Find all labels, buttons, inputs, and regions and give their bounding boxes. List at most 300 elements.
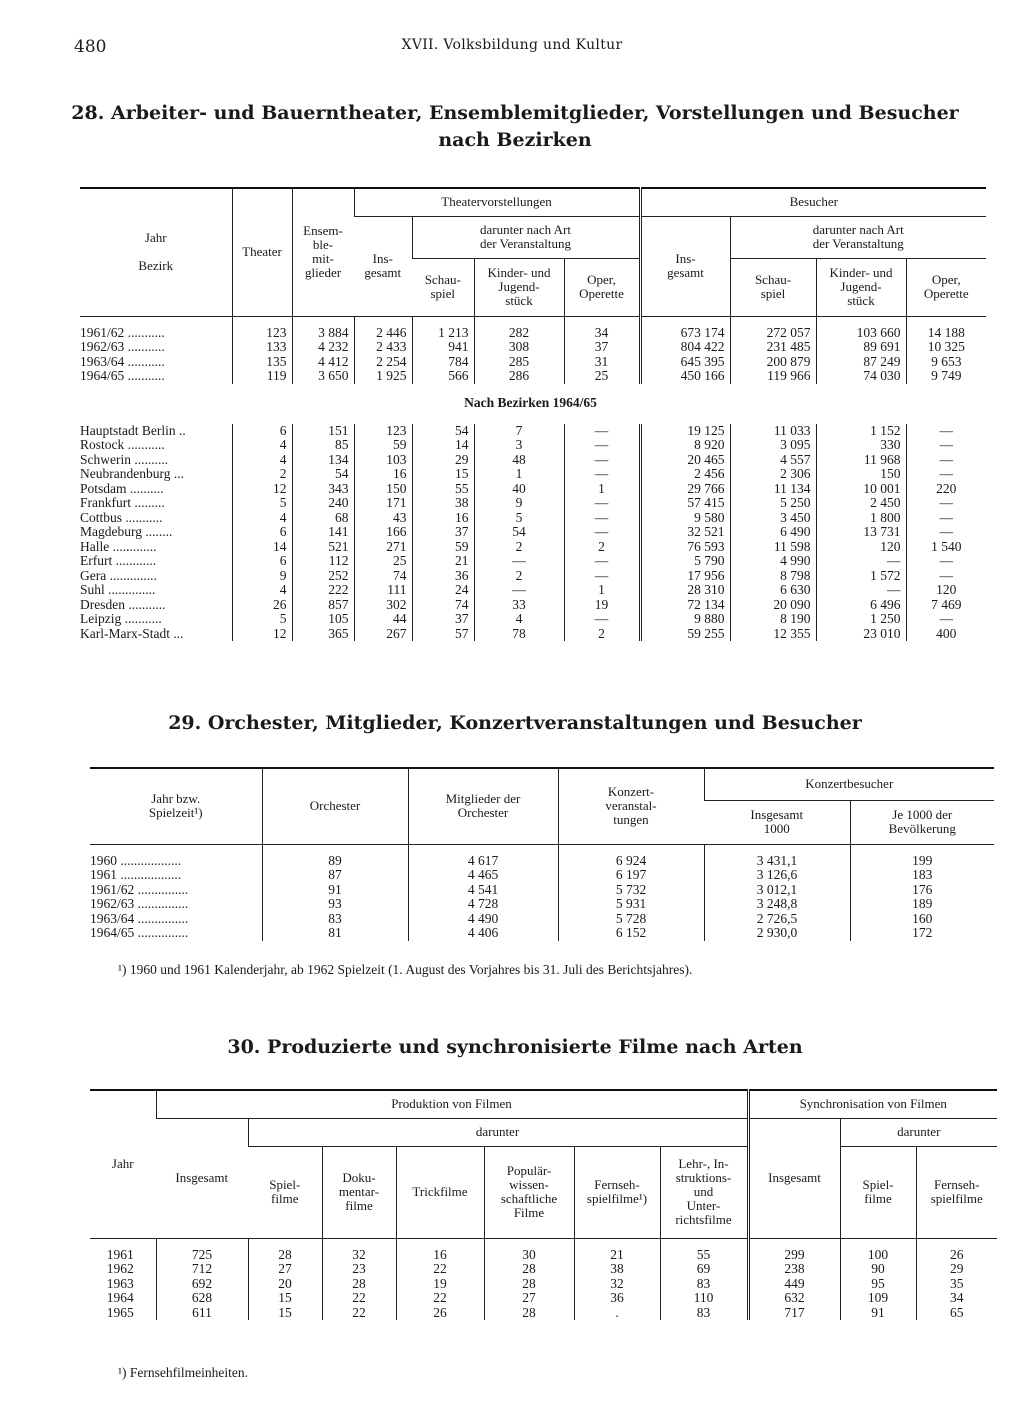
page-number: 480 <box>74 37 107 57</box>
table-cell: 22 <box>396 1262 484 1277</box>
table-cell: 5 <box>474 511 564 526</box>
table-cell: 171 <box>354 496 412 511</box>
table-29 <box>90 767 994 941</box>
table-cell: 632 <box>748 1291 840 1306</box>
table-cell: 3 450 <box>730 511 816 526</box>
table-cell: 26 <box>396 1306 484 1321</box>
table-30 <box>90 1089 997 1320</box>
table-cell: 123 <box>232 326 292 341</box>
table-cell: 28 <box>484 1306 574 1321</box>
row-label: 1964/65 ............... <box>90 925 189 940</box>
table-cell: 21 <box>574 1248 660 1263</box>
table-cell: 4 617 <box>408 854 558 869</box>
table-row <box>90 883 994 898</box>
table-row <box>80 482 986 497</box>
table-cell: 343 <box>292 482 354 497</box>
table-cell: 8 798 <box>730 569 816 584</box>
table-cell: — <box>906 525 986 540</box>
table-cell: 29 <box>916 1262 997 1277</box>
table-cell: 78 <box>474 627 564 642</box>
table-row <box>80 540 986 555</box>
table-cell: 83 <box>262 912 408 927</box>
col-header-trickfilme: Trickfilme <box>396 1146 484 1238</box>
table-cell: 20 <box>248 1277 322 1292</box>
col-header-konzertveranstaltungen: Konzert- veranstal- tungen <box>558 768 704 844</box>
table-row <box>80 598 986 613</box>
table-cell: 183 <box>850 868 994 883</box>
table-cell: 2 <box>564 540 640 555</box>
table-cell: 4 <box>232 583 292 598</box>
table-cell: 200 879 <box>730 355 816 370</box>
table-cell: 38 <box>412 496 474 511</box>
table-cell: 74 <box>354 569 412 584</box>
table-cell: 9 <box>474 496 564 511</box>
table-cell: 65 <box>916 1306 997 1321</box>
col-header-fernsehspielfilme: Fernseh- spielfilme¹) <box>574 1146 660 1238</box>
table-cell: 160 <box>850 912 994 927</box>
table-cell: 220 <box>906 482 986 497</box>
table-row <box>80 369 986 384</box>
col-header-ensemble: Ensem- ble- mit- glieder <box>292 188 354 316</box>
table-cell: 150 <box>354 482 412 497</box>
table-cell: — <box>564 424 640 439</box>
table-cell: 717 <box>748 1306 840 1321</box>
row-label: 1961/62 ............... <box>90 881 189 897</box>
table-cell: — <box>906 554 986 569</box>
table-cell: 15 <box>248 1306 322 1321</box>
table-cell: 36 <box>412 569 474 584</box>
table-row <box>80 554 986 569</box>
table-cell: 1 <box>474 467 564 482</box>
table-cell: 2 930,0 <box>704 926 850 941</box>
table-cell: 712 <box>156 1262 248 1277</box>
table-row <box>80 424 986 439</box>
table-28-title <box>40 100 990 154</box>
table-cell: 941 <box>412 340 474 355</box>
table-cell: 11 968 <box>816 453 906 468</box>
table-cell: — <box>474 554 564 569</box>
table-cell: 4 412 <box>292 355 354 370</box>
col-header-bezirk: Bezirk <box>138 258 174 274</box>
table-cell: 16 <box>354 467 412 482</box>
col-header-besucher-kinder: Kinder- und Jugend- stück <box>816 258 906 316</box>
table-cell: 22 <box>322 1306 396 1321</box>
col-header-besucher-schauspiel: Schau- spiel <box>730 258 816 316</box>
col-header-lehrfilme: Lehr-, In- struktions- und Unter- richtsfilme <box>660 1146 748 1238</box>
table-cell: 28 <box>484 1262 574 1277</box>
col-header-jahr-bezirk <box>80 188 232 316</box>
table-cell: 9 749 <box>906 369 986 384</box>
table-row <box>90 1262 997 1277</box>
table-cell: 93 <box>262 897 408 912</box>
table-cell: 5 <box>232 612 292 627</box>
table-cell: 6 490 <box>730 525 816 540</box>
table-row <box>90 1306 997 1321</box>
table-cell: 37 <box>412 525 474 540</box>
table-cell: 308 <box>474 340 564 355</box>
table-cell: — <box>564 453 640 468</box>
table-cell: 33 <box>474 598 564 613</box>
table-cell: — <box>564 511 640 526</box>
table-cell: 76 593 <box>640 540 730 555</box>
table-cell: 566 <box>412 369 474 384</box>
section-label-bezirke: Nach Bezirken 1964/65 <box>464 395 597 411</box>
table-cell: 54 <box>412 424 474 439</box>
table-cell: 4 990 <box>730 554 816 569</box>
table-row <box>90 897 994 912</box>
table-cell: 673 174 <box>640 326 730 341</box>
table-cell: 3 095 <box>730 438 816 453</box>
table-cell: 38 <box>574 1262 660 1277</box>
table-cell: 611 <box>156 1306 248 1321</box>
row-label: 1960 .................. <box>90 852 182 868</box>
table-cell: 449 <box>748 1277 840 1292</box>
table-cell: 804 422 <box>640 340 730 355</box>
table-cell: — <box>564 612 640 627</box>
table-row <box>80 511 986 526</box>
table-cell: 81 <box>262 926 408 941</box>
table-cell: 55 <box>660 1248 748 1263</box>
table-cell: 120 <box>906 583 986 598</box>
table-cell: 5 250 <box>730 496 816 511</box>
table-cell: 12 355 <box>730 627 816 642</box>
table-cell: 2 254 <box>354 355 412 370</box>
col-header-jahr: Jahr <box>144 230 167 246</box>
table-cell: 6 <box>232 554 292 569</box>
table-cell: 5 790 <box>640 554 730 569</box>
table-row <box>80 453 986 468</box>
table-row <box>80 627 986 642</box>
table-cell: 5 728 <box>558 912 704 927</box>
col-header-sync-fernsehspielfilme: Fernseh- spielfilme <box>916 1146 997 1238</box>
table-cell: 628 <box>156 1291 248 1306</box>
table-cell: 55 <box>412 482 474 497</box>
col-header-popularwissenschaftliche: Populär- wissen- schaftliche Filme <box>484 1146 574 1238</box>
table-cell: 123 <box>354 424 412 439</box>
table-cell: 299 <box>748 1248 840 1263</box>
table-row <box>80 467 986 482</box>
table-cell: 37 <box>564 340 640 355</box>
table-cell: — <box>816 554 906 569</box>
row-label: Potsdam .......... <box>80 480 164 496</box>
table-cell: 43 <box>354 511 412 526</box>
table-cell: 302 <box>354 598 412 613</box>
table-cell: 10 325 <box>906 340 986 355</box>
table-cell: 2 726,5 <box>704 912 850 927</box>
col-header-besucher-insgesamt: Insgesamt 1000 <box>704 800 850 844</box>
table-cell: 252 <box>292 569 354 584</box>
table-cell: 22 <box>396 1291 484 1306</box>
table-cell: — <box>906 453 986 468</box>
row-label: Neubrandenburg ... <box>80 466 184 481</box>
row-label: Leipzig ........... <box>80 611 162 626</box>
table-cell: 40 <box>474 482 564 497</box>
table-cell: 176 <box>850 883 994 898</box>
table-cell: — <box>816 583 906 598</box>
table-cell: 89 <box>262 854 408 869</box>
table-cell: 31 <box>564 355 640 370</box>
table-cell: 110 <box>660 1291 748 1306</box>
table-cell: 59 <box>354 438 412 453</box>
table-cell: 100 <box>840 1248 916 1263</box>
table-row <box>90 912 994 927</box>
table-cell: 135 <box>232 355 292 370</box>
table-cell: 11 598 <box>730 540 816 555</box>
table-cell: 119 966 <box>730 369 816 384</box>
table-29-title: 29. Orchester, Mitglieder, Konzertveranstaltungen und Besucher <box>168 712 862 734</box>
table-row <box>80 496 986 511</box>
table-cell: 28 <box>484 1277 574 1292</box>
col-header-vorst-schauspiel: Schau- spiel <box>412 258 474 316</box>
table-cell: 15 <box>412 467 474 482</box>
table-cell: — <box>474 583 564 598</box>
table-cell: 3 126,6 <box>704 868 850 883</box>
col-header-je-1000: Je 1000 der Bevölkerung <box>850 800 994 844</box>
table-cell: 5 <box>232 496 292 511</box>
table-cell: 222 <box>292 583 354 598</box>
table-cell: 36 <box>574 1291 660 1306</box>
row-label: Gera .............. <box>80 567 157 583</box>
group-header-prod-darunter: darunter <box>248 1118 748 1146</box>
table-cell: 282 <box>474 326 564 341</box>
table-cell: 2 456 <box>640 467 730 482</box>
table-cell: 199 <box>850 854 994 869</box>
table-cell: — <box>564 496 640 511</box>
table-cell: — <box>564 554 640 569</box>
running-title: XVII. Volksbildung und Kultur <box>401 37 623 53</box>
table-cell: 103 <box>354 453 412 468</box>
table-cell: 54 <box>474 525 564 540</box>
row-label: 1962 <box>106 1261 134 1276</box>
table-cell: 150 <box>816 467 906 482</box>
col-header-sync-insgesamt: Insgesamt <box>748 1118 840 1238</box>
group-header-besucher-darunter: darunter nach Art der Veranstaltung <box>730 216 986 258</box>
table-cell: 23 010 <box>816 627 906 642</box>
table-cell: 32 <box>574 1277 660 1292</box>
col-header-besucher-insgesamt: Ins- gesamt <box>640 216 730 316</box>
row-label: 1965 <box>106 1304 134 1320</box>
table-cell: 11 134 <box>730 482 816 497</box>
table-cell: 2 450 <box>816 496 906 511</box>
table-cell: — <box>564 467 640 482</box>
table-cell: 3 <box>474 438 564 453</box>
table-cell: 4 465 <box>408 868 558 883</box>
table-cell: 28 310 <box>640 583 730 598</box>
table-cell: 11 033 <box>730 424 816 439</box>
row-label: Halle ............. <box>80 538 157 554</box>
table-cell: 172 <box>850 926 994 941</box>
row-label: Hauptstadt Berlin .. <box>80 422 186 438</box>
table-cell: 32 <box>322 1248 396 1263</box>
table-28-title-line1: 28. Arbeiter- und Bauerntheater, Ensemblemitglieder, Vorstellungen und Besucher <box>71 102 959 124</box>
table-cell: 29 766 <box>640 482 730 497</box>
table-cell: 267 <box>354 627 412 642</box>
table-cell: 54 <box>292 467 354 482</box>
table-cell: 3 884 <box>292 326 354 341</box>
row-label: 1963 <box>106 1275 134 1291</box>
table-cell: 8 920 <box>640 438 730 453</box>
col-header-jahr: Jahr <box>90 1090 156 1238</box>
table-cell: 16 <box>396 1248 484 1263</box>
col-header-besucher-oper: Oper, Operette <box>906 258 986 316</box>
table-cell: 19 <box>564 598 640 613</box>
table-cell: 57 <box>412 627 474 642</box>
table-30-footnote: ¹) Fernsehfilmeinheiten. <box>118 1365 249 1380</box>
table-cell: 14 <box>232 540 292 555</box>
table-cell: 238 <box>748 1262 840 1277</box>
group-header-produktion: Produktion von Filmen <box>156 1090 748 1118</box>
table-cell: 5 931 <box>558 897 704 912</box>
table-cell: 109 <box>840 1291 916 1306</box>
table-cell: — <box>906 612 986 627</box>
col-header-prod-insgesamt: Insgesamt <box>156 1118 248 1238</box>
table-row <box>80 326 986 341</box>
table-cell: 91 <box>840 1306 916 1321</box>
table-cell: 2 306 <box>730 467 816 482</box>
table-cell: 85 <box>292 438 354 453</box>
table-cell: 89 691 <box>816 340 906 355</box>
table-cell: 3 650 <box>292 369 354 384</box>
table-cell: 28 <box>322 1277 396 1292</box>
table-cell: 4 <box>474 612 564 627</box>
table-cell: 105 <box>292 612 354 627</box>
table-cell: 857 <box>292 598 354 613</box>
table-cell: 4 <box>232 511 292 526</box>
table-row <box>90 868 994 883</box>
row-label: Rostock ........... <box>80 437 165 452</box>
table-cell: 1 152 <box>816 424 906 439</box>
table-cell: 4 557 <box>730 453 816 468</box>
table-cell: 21 <box>412 554 474 569</box>
table-cell: 27 <box>248 1262 322 1277</box>
table-cell: 2 446 <box>354 326 412 341</box>
table-cell: 120 <box>816 540 906 555</box>
table-28 <box>80 187 986 641</box>
table-cell: 4 490 <box>408 912 558 927</box>
row-label: Schwerin .......... <box>80 451 169 467</box>
row-label: 1963/64 ............... <box>90 910 189 926</box>
table-cell: 3 431,1 <box>704 854 850 869</box>
group-header-vorstellungen: Theatervorstellungen <box>354 188 640 216</box>
row-label: 1962/63 ............... <box>90 896 189 911</box>
table-row <box>80 612 986 627</box>
table-cell: 692 <box>156 1277 248 1292</box>
table-cell: 285 <box>474 355 564 370</box>
row-label: 1962/63 ........... <box>80 339 165 354</box>
row-label: Frankfurt ......... <box>80 495 165 510</box>
table-cell: 6 924 <box>558 854 704 869</box>
table-cell: 112 <box>292 554 354 569</box>
table-cell: 4 232 <box>292 340 354 355</box>
table-cell: 2 433 <box>354 340 412 355</box>
table-cell: — <box>906 496 986 511</box>
table-cell: 12 <box>232 627 292 642</box>
table-cell: 44 <box>354 612 412 627</box>
table-cell: 3 012,1 <box>704 883 850 898</box>
table-cell: 7 <box>474 424 564 439</box>
table-cell: 4 <box>232 453 292 468</box>
col-header-orchester: Orchester <box>262 768 408 844</box>
group-header-besucher: Besucher <box>640 188 986 216</box>
row-label: 1961 .................. <box>90 867 182 882</box>
table-cell: 365 <box>292 627 354 642</box>
row-label: Erfurt ............ <box>80 553 157 568</box>
row-label: Suhl .............. <box>80 582 156 597</box>
table-row <box>80 438 986 453</box>
table-28-title-line2: nach Bezirken <box>438 129 592 151</box>
table-cell: — <box>906 467 986 482</box>
table-cell: — <box>564 438 640 453</box>
group-header-konzertbesucher: Konzertbesucher <box>704 768 994 800</box>
table-row <box>90 1291 997 1306</box>
col-header-jahr-spielzeit: Jahr bzw. Spielzeit¹) <box>90 768 262 844</box>
table-cell: 10 001 <box>816 482 906 497</box>
col-header-dokumentarfilme: Doku- mentar- filme <box>322 1146 396 1238</box>
table-cell: 1 925 <box>354 369 412 384</box>
table-cell: 111 <box>354 583 412 598</box>
col-header-mitglieder: Mitglieder der Orchester <box>408 768 558 844</box>
table-cell: 48 <box>474 453 564 468</box>
group-header-synchronisation: Synchronisation von Filmen <box>748 1090 997 1118</box>
table-cell: 5 732 <box>558 883 704 898</box>
table-cell: 83 <box>660 1306 748 1321</box>
table-cell: 9 580 <box>640 511 730 526</box>
table-cell: 37 <box>412 612 474 627</box>
table-cell: 2 <box>564 627 640 642</box>
table-cell: . <box>574 1306 660 1321</box>
row-label: 1961 <box>106 1246 134 1262</box>
table-cell: 72 134 <box>640 598 730 613</box>
table-cell: 450 166 <box>640 369 730 384</box>
table-cell: 133 <box>232 340 292 355</box>
table-30-title: 30. Produzierte und synchronisierte Filme nach Arten <box>227 1036 803 1058</box>
table-cell: — <box>906 438 986 453</box>
table-cell: 59 255 <box>640 627 730 642</box>
table-cell: 87 249 <box>816 355 906 370</box>
table-cell: 24 <box>412 583 474 598</box>
table-cell: 6 496 <box>816 598 906 613</box>
row-label: Cottbus ........... <box>80 509 163 525</box>
table-cell: 189 <box>850 897 994 912</box>
table-cell: 95 <box>840 1277 916 1292</box>
table-cell: 6 630 <box>730 583 816 598</box>
table-cell: 2 <box>232 467 292 482</box>
table-cell: 90 <box>840 1262 916 1277</box>
col-header-sync-spielfilme: Spiel- filme <box>840 1146 916 1238</box>
table-cell: 34 <box>564 326 640 341</box>
table-cell: 2 <box>474 540 564 555</box>
table-cell: 103 660 <box>816 326 906 341</box>
table-cell: — <box>906 569 986 584</box>
table-cell: 20 465 <box>640 453 730 468</box>
table-cell: 9 <box>232 569 292 584</box>
table-row <box>90 926 994 941</box>
table-cell: 9 880 <box>640 612 730 627</box>
table-cell: 6 <box>232 525 292 540</box>
table-cell: 1 572 <box>816 569 906 584</box>
table-cell: 13 731 <box>816 525 906 540</box>
table-cell: 151 <box>292 424 354 439</box>
table-cell: 4 <box>232 438 292 453</box>
table-cell: 7 469 <box>906 598 986 613</box>
table-cell: 68 <box>292 511 354 526</box>
col-header-vorst-kinder: Kinder- und Jugend- stück <box>474 258 564 316</box>
table-cell: — <box>906 424 986 439</box>
table-cell: 14 <box>412 438 474 453</box>
table-cell: 12 <box>232 482 292 497</box>
table-cell: 1 800 <box>816 511 906 526</box>
table-cell: 26 <box>232 598 292 613</box>
